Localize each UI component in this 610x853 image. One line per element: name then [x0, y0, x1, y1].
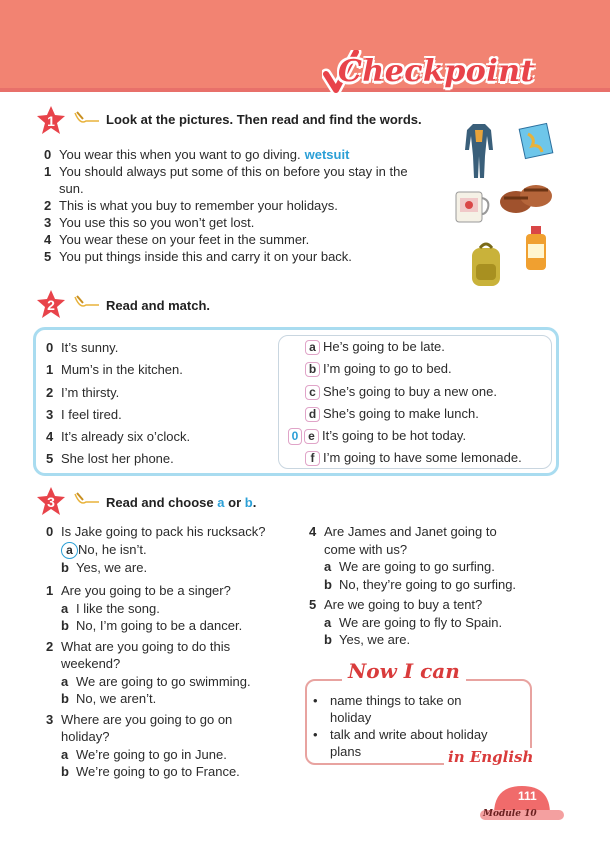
list-item-continued: plans: [330, 744, 362, 759]
question: 3 Where are you going to go on: [46, 711, 233, 727]
section-number: 2: [47, 297, 55, 313]
list-item-continued: holiday: [330, 710, 372, 725]
section-1-badge: [36, 106, 66, 136]
list-item: • talk and write about holiday: [313, 727, 488, 742]
list-item: 0 You wear this when you want to go diving. wetsuit: [44, 147, 350, 162]
list-item: a He’s going to be late.: [288, 336, 522, 358]
list-item: d She’s going to make lunch.: [288, 403, 522, 425]
list-item: 3 You use this so you won’t get lost.: [44, 215, 255, 230]
list-item: f I’m going to have some lemonade.: [288, 447, 522, 469]
option-a: a I like the song.: [61, 600, 160, 616]
rucksack-icon: [466, 240, 506, 288]
question: 2 What are you going to do this: [46, 638, 231, 654]
list-item: 0 e It’s going to be hot today.: [288, 425, 522, 447]
list-item: • name things to take on: [313, 693, 462, 708]
option-b: b Yes, we are.: [324, 632, 411, 647]
in-english-label: in English: [444, 748, 537, 766]
list-item: 2 I’m thirsty.: [46, 384, 120, 400]
match-left-column: [46, 337, 190, 471]
option-a: a We are going to go surfing.: [324, 559, 495, 574]
now-i-can-title: Now I can: [342, 659, 466, 683]
match-right-column: [288, 336, 522, 470]
list-item: 5 She lost her phone.: [46, 451, 174, 467]
section-2-badge: [36, 290, 66, 320]
pencil-icon: [74, 295, 100, 309]
module-label: Module 10: [483, 809, 537, 819]
option-a: a We’re going to go in June.: [61, 746, 227, 762]
question: 4 Are James and Janet going to: [309, 524, 497, 539]
option-a: a No, he isn’t.: [46, 541, 296, 559]
list-item: 1 Mum’s in the kitchen.: [46, 362, 183, 378]
pencil-icon: [74, 492, 100, 506]
option-a: a We are going to go swimming.: [61, 673, 251, 689]
map-icon: [518, 122, 554, 160]
option-b: b No, they’re going to go surfing.: [324, 576, 517, 592]
wetsuit-icon: [463, 122, 495, 180]
section-3-instruction: Read and choose a or b.: [106, 495, 257, 510]
question: 1 Are you going to be a singer?: [46, 583, 231, 598]
page-number: 111: [518, 789, 537, 803]
section-number: 1: [47, 113, 55, 129]
option-b: b No, I’m going to be a dancer.: [61, 618, 243, 633]
sunscreen-icon: [522, 226, 550, 272]
question: 5 Are we going to buy a tent?: [309, 597, 483, 612]
list-item: 4 You wear these on your feet in the summer.: [44, 232, 310, 247]
list-item-continued: sun.: [59, 181, 84, 196]
option-a: a We are going to fly to Spain.: [324, 614, 503, 630]
section-1-list: [44, 146, 454, 265]
selected-answer[interactable]: a: [61, 542, 78, 559]
section-1-instruction: Look at the pictures. Then read and find the words.: [106, 112, 422, 127]
question-list-right: [309, 523, 569, 649]
list-item: 4 It’s already six o’clock.: [46, 429, 191, 445]
section-number: 3: [47, 494, 55, 510]
answer-box[interactable]: 0: [288, 428, 302, 445]
question-continued: weekend?: [61, 656, 121, 671]
list-item: b I’m going to go to bed.: [288, 358, 522, 380]
souvenir-mug-icon: [452, 186, 492, 226]
page-title: Checkpoint: [338, 54, 535, 89]
list-item: 5 You put things inside this and carry it on your back.: [44, 249, 352, 264]
pencil-icon: [74, 111, 100, 125]
list-item: 1 You should always put some of this on before you stay in the: [44, 164, 408, 179]
sandals-icon: [498, 180, 554, 216]
question: 0 Is Jake going to pack his rucksack?: [46, 524, 266, 539]
list-item: 0 It’s sunny.: [46, 340, 119, 355]
list-item: 2 This is what you buy to remember your holidays.: [44, 198, 338, 213]
option-b: b No, we aren’t.: [61, 691, 157, 706]
section-3-badge: [36, 487, 66, 517]
question-list-left: [46, 523, 296, 781]
option-b: b Yes, we are.: [61, 559, 148, 575]
question-continued: come with us?: [324, 541, 408, 557]
answer-text: wetsuit: [304, 147, 350, 162]
section-2-instruction: Read and match.: [106, 298, 211, 313]
list-item: c She’s going to buy a new one.: [288, 381, 522, 403]
list-item: 3 I feel tired.: [46, 406, 122, 422]
question-continued: holiday?: [61, 729, 110, 744]
option-b: b We’re going to go to France.: [61, 764, 240, 779]
